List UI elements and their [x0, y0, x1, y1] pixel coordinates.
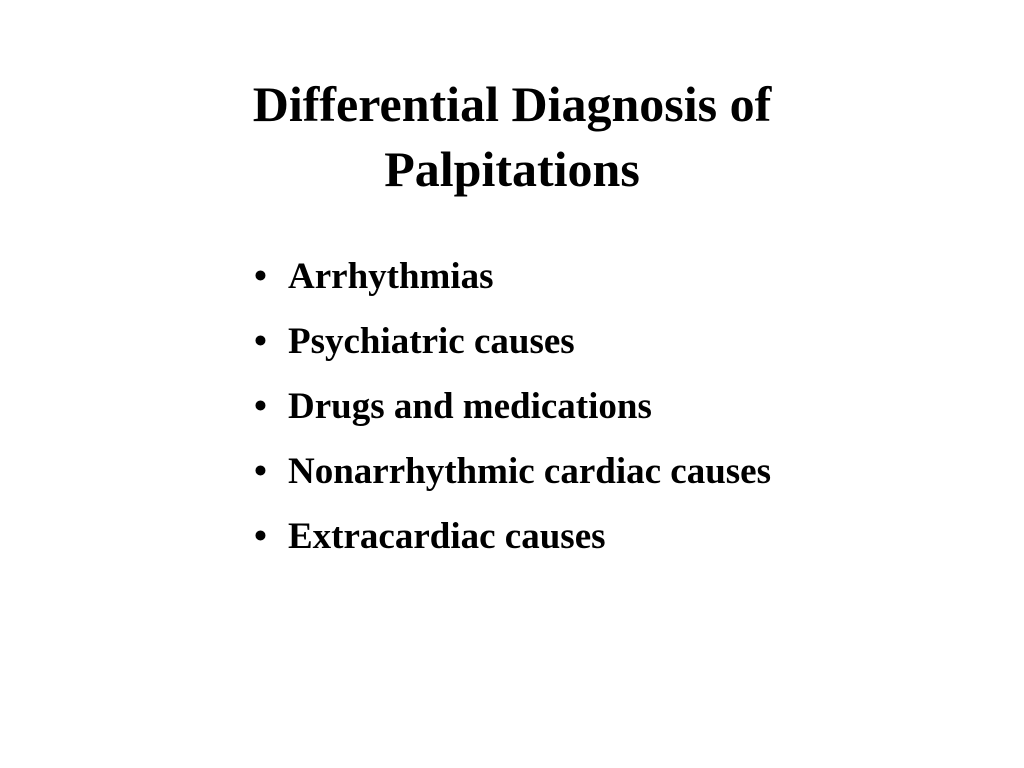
bullet-item-arrhythmias [248, 244, 771, 309]
bullet-icon: • [254, 451, 267, 492]
bullet-icon: • [254, 256, 267, 297]
bullet-item-psychiatric-causes [248, 309, 771, 374]
bullet-text: Extracardiac causes [288, 516, 606, 557]
bullet-text: Drugs and medications [288, 386, 652, 427]
bullet-text: Arrhythmias [288, 256, 494, 297]
slide-title-line-1: Differential Diagnosis of [252, 76, 772, 132]
bullet-icon: • [254, 516, 267, 557]
bullet-list [248, 244, 771, 569]
slide-title [112, 72, 912, 202]
bullet-item-nonarrhythmic-cardiac-causes [248, 439, 771, 504]
bullet-item-extracardiac-causes [248, 504, 771, 569]
bullet-icon: • [254, 321, 267, 362]
bullet-item-drugs-and-medications [248, 374, 771, 439]
slide-title-line-2: Palpitations [384, 141, 640, 197]
bullet-text: Psychiatric causes [288, 321, 575, 362]
bullet-icon: • [254, 386, 267, 427]
bullet-text: Nonarrhythmic cardiac causes [288, 451, 771, 492]
